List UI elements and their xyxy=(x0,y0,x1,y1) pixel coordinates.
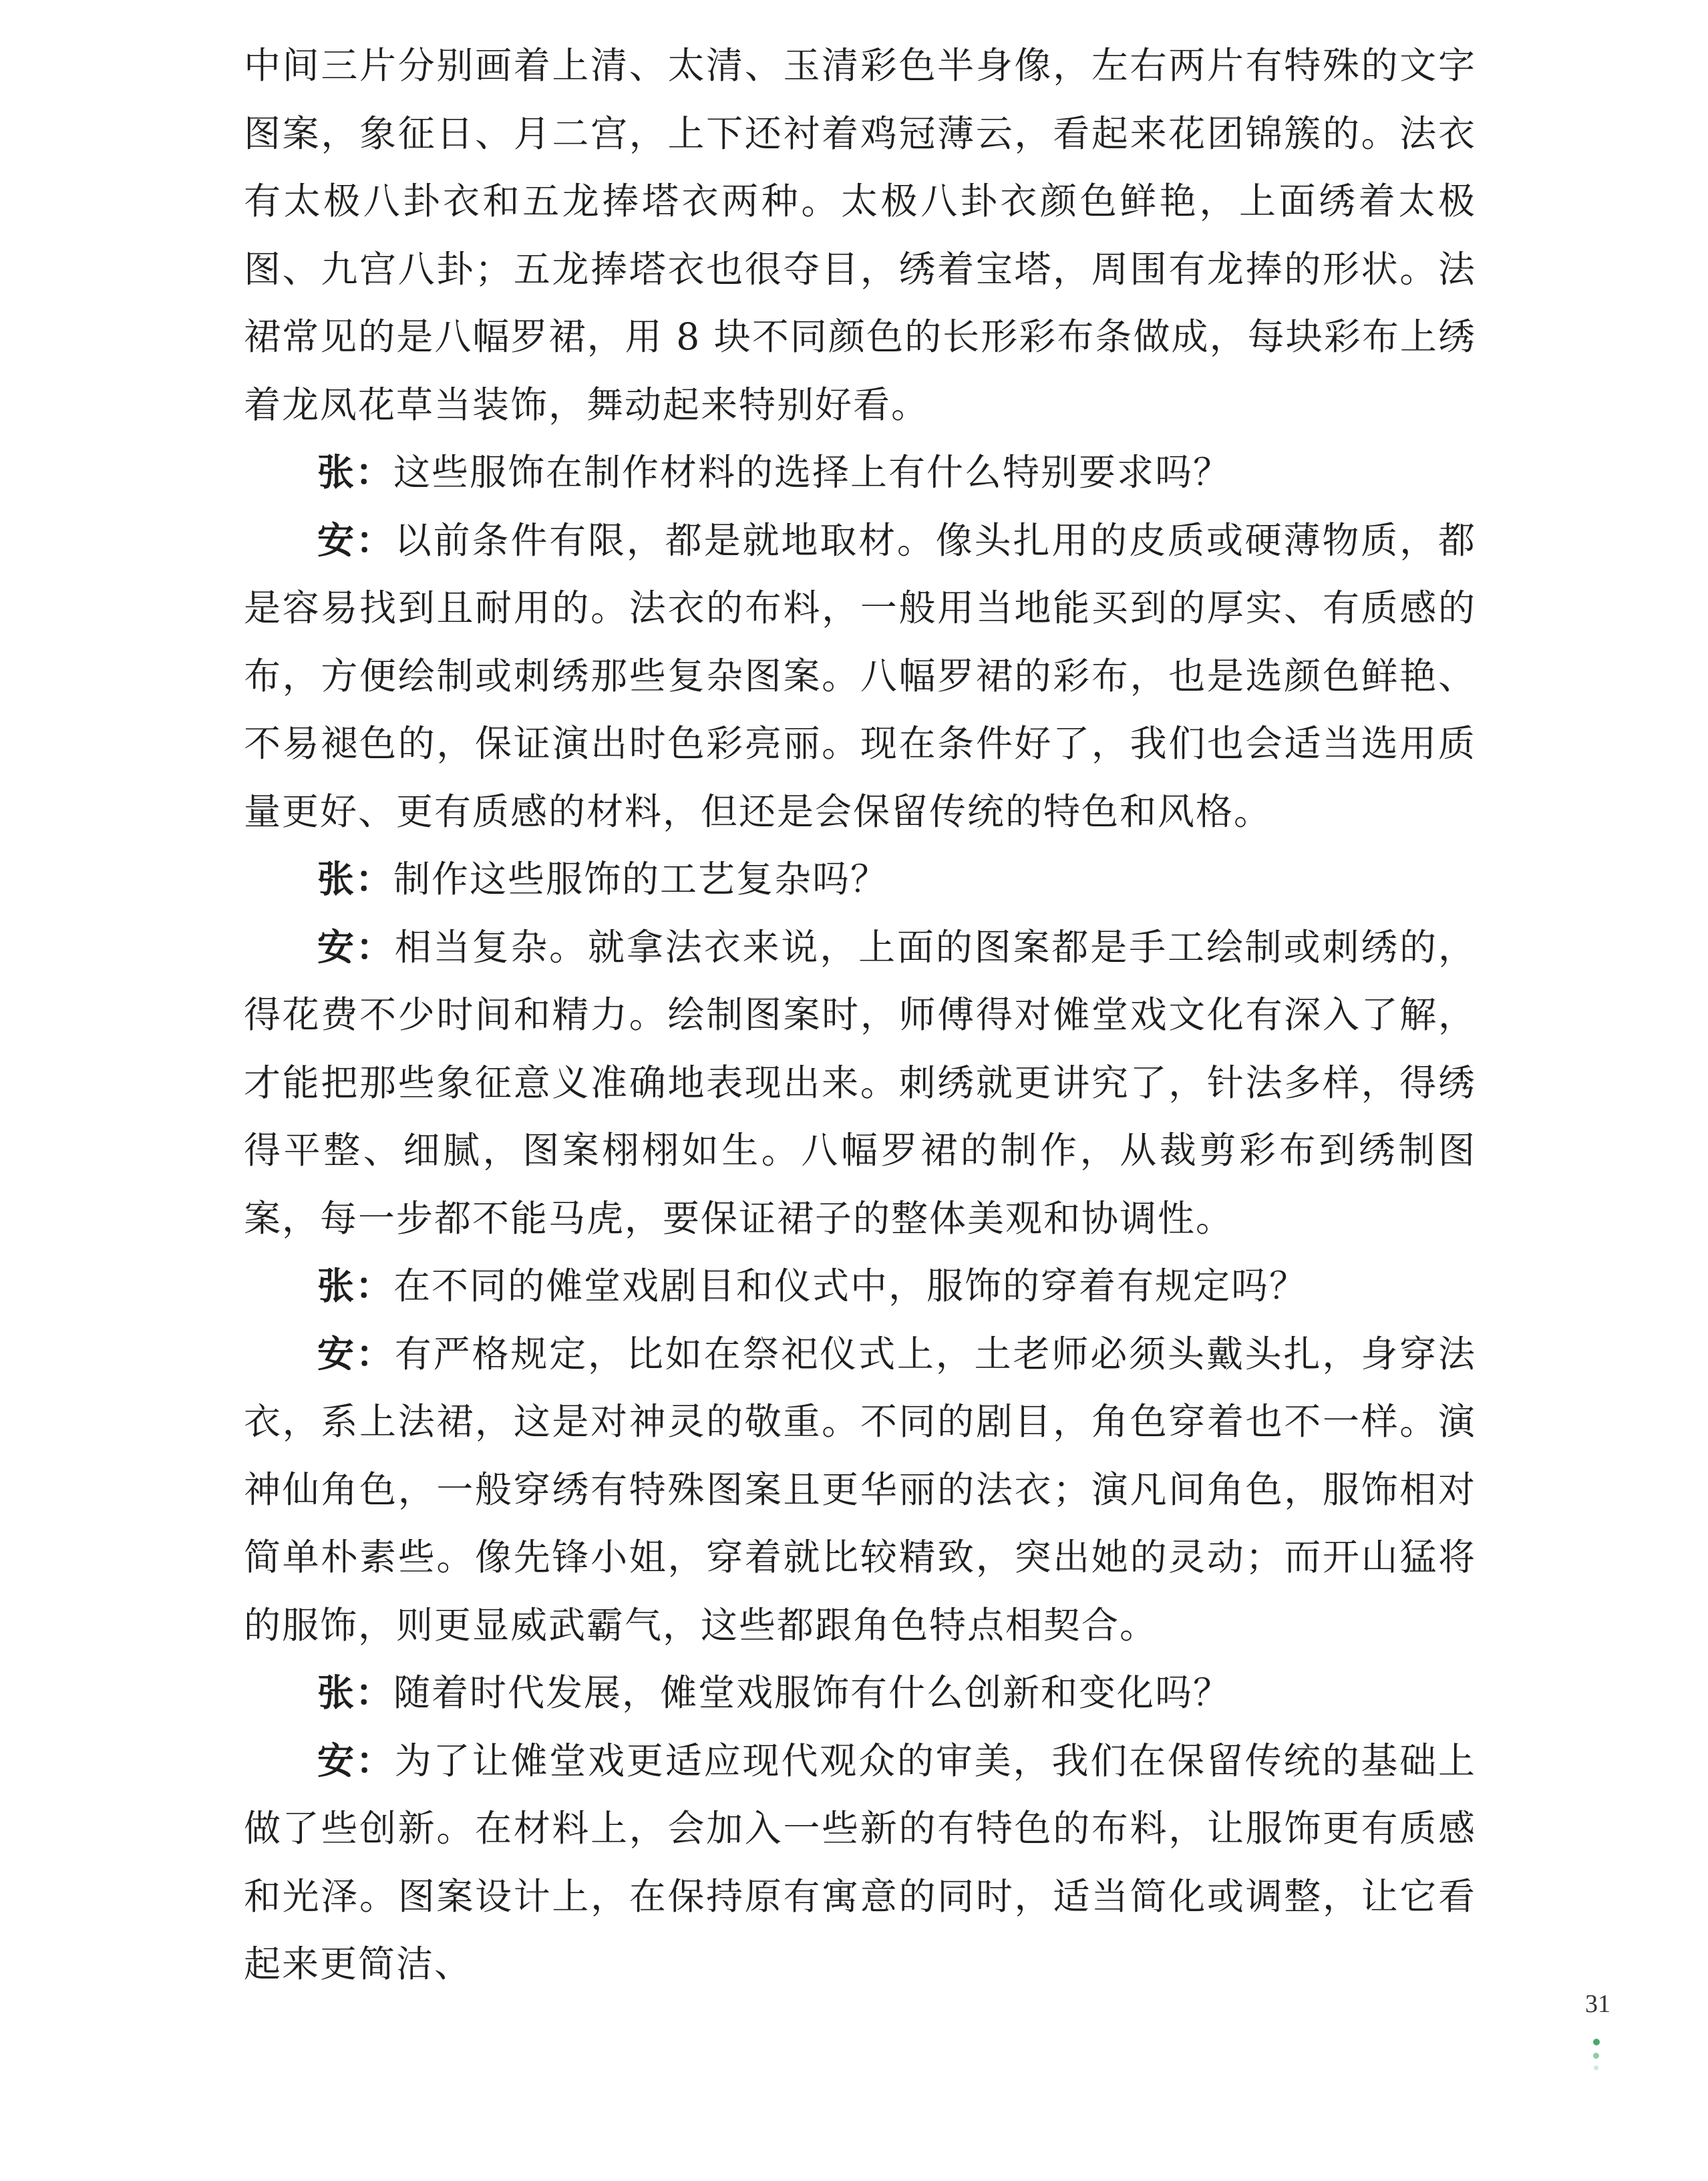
paragraph-text: 以前条件有限，都是就地取材。像头扎用的皮质或硬薄物质，都是容易找到且耐用的。法衣的布料，一般用当地能买到的厚实、有质感的布，方便绘制或刺绣那些复杂图案。八幅罗裙的彩布，也是选颜色鲜艳、不易褪色的，保证演出时色彩亮丽。现在条件好了，我们也会适当选用质量更好、更有质感的材料，但还是会保留传统的特色和风格。 xyxy=(244,518,1476,833)
decorative-dot xyxy=(1593,2039,1600,2045)
decorative-dot xyxy=(1593,2053,1599,2059)
paragraph-text: 相当复杂。就拿法衣来说，上面的图案都是手工绘制或刺绣的，得花费不少时间和精力。绘制图案时，师傅得对傩堂戏文化有深入了解，才能把那些象征意义准确地表现出来。刺绣就更讲究了，针法多样，得绣得平整、细腻，图案栩栩如生。八幅罗裙的制作，从裁剪彩布到绣制图案，每一步都不能马虎，要保证裙子的整体美观和协调性。 xyxy=(244,925,1476,1240)
dialogue-paragraph xyxy=(244,1252,1476,1321)
dialogue-paragraph xyxy=(244,439,1476,507)
paragraph-text: 中间三片分别画着上清、太清、玉清彩色半身像，左右两片有特殊的文字图案，象征日、月二宫，上下还衬着鸡冠薄云，看起来花团锦簇的。法衣有太极八卦衣和五龙捧塔衣两种。太极八卦衣颜色鲜艳，上面绣着太极图、九宫八卦；五龙捧塔衣也很夺目，绣着宝塔，周围有龙捧的形状。法裙常见的是八幅罗裙，用 8 块不同颜色的长形彩布条做成，每块彩布上绣着龙凤花草当装饰，舞动起来特别好看。 xyxy=(244,44,1476,426)
page-body xyxy=(244,32,1476,1999)
dialogue-paragraph xyxy=(244,914,1476,1253)
paragraph-text: 制作这些服饰的工艺复杂吗？ xyxy=(393,858,889,900)
dialogue-paragraph xyxy=(244,846,1476,914)
speaker-label: 张： xyxy=(317,1671,394,1714)
paragraph-continuation xyxy=(244,32,1476,439)
paragraph-text: 随着时代发展，傩堂戏服饰有什么创新和变化吗？ xyxy=(393,1671,1232,1714)
paragraph-text: 这些服饰在制作材料的选择上有什么特别要求吗？ xyxy=(393,451,1232,494)
page-number: 31 xyxy=(1585,1990,1610,2018)
speaker-label: 安： xyxy=(317,1739,395,1782)
speaker-label: 张： xyxy=(317,1265,394,1307)
speaker-label: 安： xyxy=(317,925,395,969)
dialogue-paragraph xyxy=(244,1659,1476,1727)
speaker-label: 安： xyxy=(317,518,395,562)
decorative-dot xyxy=(1594,2065,1598,2070)
dialogue-paragraph xyxy=(244,1727,1476,1999)
paragraph-text: 在不同的傩堂戏剧目和仪式中，服饰的穿着有规定吗？ xyxy=(393,1265,1308,1307)
speaker-label: 张： xyxy=(317,451,394,494)
paragraph-text: 为了让傩堂戏更适应现代观众的审美，我们在保留传统的基础上做了些创新。在材料上，会加入一些新的有特色的布料，让服饰更有质感和光泽。图案设计上，在保持原有寓意的同时，适当简化或调整，让它看起来更简洁、 xyxy=(244,1739,1476,1985)
dialogue-paragraph xyxy=(244,1321,1476,1660)
dialogue-paragraph xyxy=(244,507,1476,846)
paragraph-text: 有严格规定，比如在祭祀仪式上，土老师必须头戴头扎，身穿法衣，系上法裙，这是对神灵的敬重。不同的剧目，角色穿着也不一样。演神仙角色，一般穿绣有特殊图案且更华丽的法衣；演凡间角色，服饰相对简单朴素些。像先锋小姐，穿着就比较精致，突出她的灵动；而开山猛将的服饰，则更显威武霸气，这些都跟角色特点相契合。 xyxy=(244,1332,1476,1647)
speaker-label: 张： xyxy=(317,858,394,900)
speaker-label: 安： xyxy=(317,1332,395,1375)
